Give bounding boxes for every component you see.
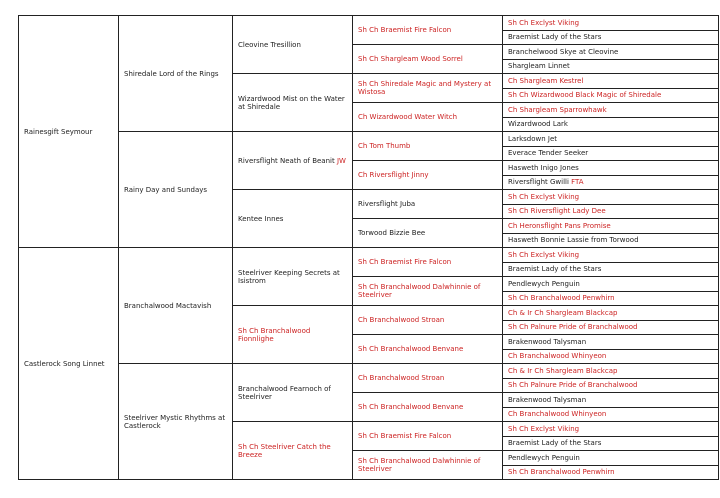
gen1-ancestor (19, 16, 119, 248)
gen3-ancestor (233, 132, 353, 190)
dog-name: Ch & Ir Ch Shargleam Blackcap (508, 308, 618, 317)
title-suffix: JW (336, 156, 346, 165)
gen2-ancestor (119, 248, 233, 364)
pedigree-table (18, 15, 719, 480)
dog-name: Sh Ch Palnure Pride of Branchalwood (508, 381, 638, 390)
gen5-ancestor (503, 465, 719, 480)
dog-name: Larksdown Jet (508, 134, 557, 143)
dog-name: Braemist Lady of the Stars (508, 33, 602, 42)
dog-name: Sh Ch Palnure Pride of Branchalwood (508, 323, 638, 332)
dog-name: Ch Branchalwood Stroan (358, 374, 445, 382)
dog-name: Wizardwood Lark (508, 120, 568, 129)
gen4-ancestor (353, 306, 503, 335)
dog-name: Ch Wizardwood Water Witch (358, 113, 458, 121)
gen5-ancestor (503, 117, 719, 132)
dog-name: Rainy Day and Sundays (124, 185, 208, 194)
dog-name: Braemist Lady of the Stars (508, 265, 602, 274)
gen5-ancestor (503, 146, 719, 161)
dog-name: Sh Ch Branchalwood Benvane (358, 345, 464, 353)
dog-name: Sh Ch Branchalwood Dalwhinnie of Steelriver (358, 283, 481, 299)
dog-name: Sh Ch Exclyst Viking (508, 18, 580, 27)
pedigree-row (19, 16, 719, 31)
gen5-ancestor (503, 291, 719, 306)
gen4-ancestor (353, 161, 503, 190)
dog-name: Pendlewych Penguin (508, 279, 580, 288)
dog-name: Sh Ch Braemist Fire Falcon (358, 26, 452, 34)
dog-name: Torwood Bizzie Bee (358, 229, 426, 237)
dog-name: Hasweth Bonnie Lassie from Torwood (508, 236, 639, 245)
gen4-ancestor (353, 422, 503, 451)
gen5-ancestor (503, 233, 719, 248)
dog-name: Branchelwood Skye at Cleovine (508, 47, 619, 56)
dog-name: Ch Riversflight Jinny (358, 171, 429, 179)
gen5-ancestor (503, 59, 719, 74)
dog-name: Sh Ch Shargleam Wood Sorrel (358, 55, 463, 63)
dog-name: Brakenwood Talysman (508, 395, 587, 404)
gen5-ancestor (503, 30, 719, 45)
dog-name: Sh Ch Shiredale Magic and Mystery at Wistosa (358, 80, 492, 96)
dog-name: Ch Branchalwood Stroan (358, 316, 445, 324)
dog-name: Sh Ch Branchalwood Benvane (358, 403, 464, 411)
pedigree-row (19, 132, 719, 147)
dog-name: Sh Ch Branchalwood Dalwhinnie of Steelriver (358, 457, 481, 473)
gen5-ancestor (503, 204, 719, 219)
dog-name: Steelriver Mystic Rhythms at Castlerock (124, 413, 226, 430)
gen4-ancestor (353, 103, 503, 132)
dog-name: Sh Ch Exclyst Viking (508, 424, 580, 433)
gen5-ancestor (503, 132, 719, 147)
gen5-ancestor (503, 190, 719, 205)
gen5-ancestor (503, 16, 719, 31)
dog-name: Pendlewych Penguin (508, 453, 580, 462)
dog-name: Branchalwood Mactavish (124, 301, 212, 310)
dog-name: Sh Ch Exclyst Viking (508, 250, 580, 259)
gen5-ancestor (503, 306, 719, 321)
dog-name: Ch Shargleam Kestrel (508, 76, 584, 85)
gen5-ancestor (503, 175, 719, 190)
dog-name: Sh Ch Steelriver Catch the Breeze (238, 442, 331, 459)
dog-name: Shiredale Lord of the Rings (124, 69, 219, 78)
gen5-ancestor (503, 320, 719, 335)
gen4-ancestor (353, 248, 503, 277)
gen5-ancestor (503, 422, 719, 437)
gen3-ancestor (233, 306, 353, 364)
gen5-ancestor (503, 451, 719, 466)
dog-name: Kentee Innes (238, 214, 284, 223)
gen4-ancestor (353, 393, 503, 422)
gen2-ancestor (119, 132, 233, 248)
dog-name: Ch Heronsflight Pans Promise (508, 221, 611, 230)
gen5-ancestor (503, 436, 719, 451)
dog-name: Rainesgift Seymour (24, 127, 93, 136)
gen4-ancestor (353, 74, 503, 103)
dog-name: Riversflight Juba (358, 200, 416, 208)
dog-name: Sh Ch Braemist Fire Falcon (358, 258, 452, 266)
gen4-ancestor (353, 45, 503, 74)
gen3-ancestor (233, 248, 353, 306)
dog-name: Sh Ch Exclyst Viking (508, 192, 580, 201)
gen4-ancestor (353, 132, 503, 161)
title-suffix: FTA (571, 178, 584, 187)
gen5-ancestor (503, 219, 719, 234)
gen4-ancestor (353, 451, 503, 480)
gen5-ancestor (503, 45, 719, 60)
gen5-ancestor (503, 335, 719, 350)
gen1-ancestor (19, 248, 119, 480)
gen5-ancestor (503, 407, 719, 422)
gen5-ancestor (503, 262, 719, 277)
dog-name: Sh Ch Branchalwood Fionnlighe (238, 326, 311, 343)
gen5-ancestor (503, 393, 719, 408)
gen5-ancestor (503, 161, 719, 176)
gen5-ancestor (503, 378, 719, 393)
gen4-ancestor (353, 335, 503, 364)
gen4-ancestor (353, 219, 503, 248)
dog-name: Ch Shargleam Sparrowhawk (508, 105, 607, 114)
gen5-ancestor (503, 103, 719, 118)
dog-name: Braemist Lady of the Stars (508, 439, 602, 448)
pedigree-row (19, 364, 719, 379)
gen5-ancestor (503, 364, 719, 379)
gen4-ancestor (353, 16, 503, 45)
dog-name: Ch Branchalwood Whinyeon (508, 410, 607, 419)
dog-name: Brakenwood Talysman (508, 337, 587, 346)
dog-name: Ch & Ir Ch Shargleam Blackcap (508, 366, 618, 375)
gen5-ancestor (503, 88, 719, 103)
gen3-ancestor (233, 364, 353, 422)
gen2-ancestor (119, 16, 233, 132)
dog-name: Branchalwood Fearnoch of Steelriver (238, 384, 331, 401)
dog-name: Cleovine Tresillion (238, 40, 301, 49)
dog-name: Wizardwood Mist on the Water at Shiredale (238, 94, 345, 111)
gen2-ancestor (119, 364, 233, 480)
gen3-ancestor (233, 74, 353, 132)
pedigree-row (19, 248, 719, 263)
dog-name: Castlerock Song Linnet (24, 359, 105, 368)
dog-name: Riversflight Neath of Beanit (238, 156, 335, 165)
dog-name: Sh Ch Branchalwood Penwhirn (508, 468, 615, 477)
dog-name: Hasweth Inigo Jones (508, 163, 579, 172)
dog-name: Shargleam Linnet (508, 62, 570, 71)
dog-name: Sh Ch Riversflight Lady Dee (508, 207, 606, 216)
gen5-ancestor (503, 74, 719, 89)
gen3-ancestor (233, 422, 353, 480)
gen5-ancestor (503, 277, 719, 292)
dog-name: Everace Tender Seeker (508, 149, 589, 158)
gen5-ancestor (503, 248, 719, 263)
gen4-ancestor (353, 190, 503, 219)
gen4-ancestor (353, 277, 503, 306)
gen3-ancestor (233, 16, 353, 74)
gen3-ancestor (233, 190, 353, 248)
gen4-ancestor (353, 364, 503, 393)
dog-name: Riversflight Gwilli (508, 178, 569, 187)
dog-name: Steelriver Keeping Secrets at Isistrom (238, 268, 340, 285)
dog-name: Sh Ch Branchalwood Penwhirn (508, 294, 615, 303)
dog-name: Sh Ch Braemist Fire Falcon (358, 432, 452, 440)
dog-name: Ch Branchalwood Whinyeon (508, 352, 607, 361)
dog-name: Sh Ch Wizardwood Black Magic of Shiredale (508, 91, 662, 100)
dog-name: Ch Tom Thumb (358, 142, 411, 150)
gen5-ancestor (503, 349, 719, 364)
